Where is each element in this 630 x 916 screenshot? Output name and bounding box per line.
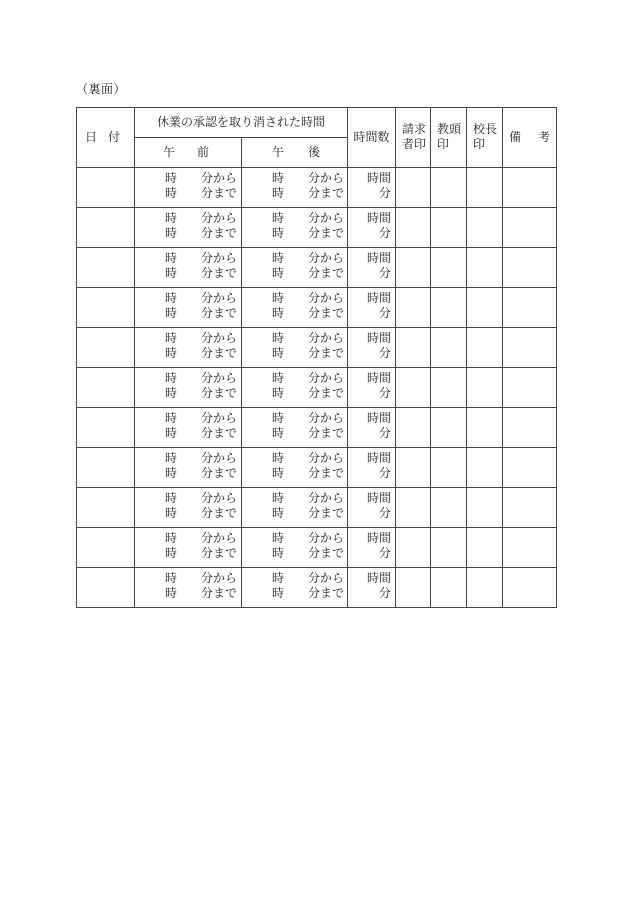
hour-unit: 時 [272,371,285,385]
minutes-unit: 分 [379,426,392,440]
hours-unit: 時間 [367,491,392,505]
hour-unit: 時 [165,386,178,400]
until-minute-unit: 分まで [201,546,238,560]
from-minute-unit: 分から [201,531,238,545]
vice-principal-seal-cell[interactable] [431,248,467,288]
requester-seal-cell[interactable] [396,208,431,248]
hour-unit: 時 [272,266,285,280]
hour-unit: 時 [272,386,285,400]
hour-unit: 時 [165,531,178,545]
am-time-cell[interactable] [135,408,242,448]
date-header-left: 日 [85,130,98,144]
date-cell[interactable] [77,208,135,248]
hour-unit: 時 [165,506,178,520]
remarks-cell[interactable] [503,448,557,488]
vice-principal-seal-cell[interactable] [431,488,467,528]
remarks-cell[interactable] [503,168,557,208]
hours-cell[interactable] [348,528,396,568]
from-minute-unit: 分から [308,491,345,505]
hour-unit: 時 [272,451,285,465]
am-header [135,138,242,168]
hour-unit: 時 [272,506,285,520]
vice-principal-seal-header-line2: 印 [437,137,450,151]
hour-unit: 時 [272,186,285,200]
hours-unit: 時間 [367,171,392,185]
from-minute-unit: 分から [308,451,345,465]
principal-seal-cell[interactable] [467,368,503,408]
pm-header [242,138,348,168]
from-minute-unit: 分から [201,291,238,305]
table-row [77,328,557,368]
until-minute-unit: 分まで [308,346,345,360]
table-row [77,488,557,528]
table-row [77,208,557,248]
requester-seal-cell[interactable] [396,448,431,488]
hour-unit: 時 [272,426,285,440]
requester-seal-cell[interactable] [396,368,431,408]
principal-seal-cell[interactable] [467,528,503,568]
hours-unit: 時間 [367,291,392,305]
am-time-cell[interactable] [135,288,242,328]
am-time-cell[interactable] [135,368,242,408]
pm-time-cell[interactable] [242,368,348,408]
minutes-unit: 分 [379,266,392,280]
from-minute-unit: 分から [308,371,345,385]
minutes-unit: 分 [379,586,392,600]
table-row [77,528,557,568]
until-minute-unit: 分まで [201,306,238,320]
table-row [77,448,557,488]
vice-principal-seal-cell[interactable] [431,448,467,488]
hour-unit: 時 [272,531,285,545]
remarks-cell[interactable] [503,568,557,608]
until-minute-unit: 分まで [308,386,345,400]
hour-unit: 時 [165,491,178,505]
remarks-header-right: 考 [538,130,551,144]
minutes-unit: 分 [379,466,392,480]
from-minute-unit: 分から [308,251,345,265]
pm-time-cell[interactable] [242,168,348,208]
table-row [77,368,557,408]
from-minute-unit: 分から [201,451,238,465]
minutes-unit: 分 [379,546,392,560]
hours-unit: 時間 [367,371,392,385]
from-minute-unit: 分から [308,571,345,585]
until-minute-unit: 分まで [201,346,238,360]
vice-principal-seal-cell[interactable] [431,368,467,408]
pm-header-char2: 後 [308,145,321,159]
requester-seal-header [396,108,431,168]
date-cell[interactable] [77,488,135,528]
until-minute-unit: 分まで [308,426,345,440]
pm-header-char1: 午 [272,145,285,159]
requester-seal-cell[interactable] [396,168,431,208]
from-minute-unit: 分から [308,531,345,545]
remarks-cell[interactable] [503,528,557,568]
am-header-char2: 前 [197,145,210,159]
minutes-unit: 分 [379,386,392,400]
remarks-cell[interactable] [503,328,557,368]
from-minute-unit: 分から [308,171,345,185]
hour-unit: 時 [272,466,285,480]
requester-seal-cell[interactable] [396,288,431,328]
requester-seal-cell[interactable] [396,488,431,528]
table-row [77,408,557,448]
cancelled-time-header: 休業の承認を取り消された時間 [135,108,348,138]
until-minute-unit: 分まで [308,466,345,480]
requester-seal-cell[interactable] [396,248,431,288]
requester-seal-cell[interactable] [396,568,431,608]
principal-seal-cell[interactable] [467,208,503,248]
date-cell[interactable] [77,528,135,568]
from-minute-unit: 分から [201,211,238,225]
from-minute-unit: 分から [308,291,345,305]
hour-unit: 時 [165,186,178,200]
vice-principal-seal-cell[interactable] [431,208,467,248]
principal-seal-header-line2: 印 [473,137,486,151]
from-minute-unit: 分から [201,171,238,185]
minutes-unit: 分 [379,506,392,520]
hour-unit: 時 [272,211,285,225]
am-time-cell[interactable] [135,448,242,488]
hour-unit: 時 [165,266,178,280]
hour-unit: 時 [272,491,285,505]
from-minute-unit: 分から [201,491,238,505]
hour-unit: 時 [165,211,178,225]
date-header [77,108,135,168]
am-time-cell[interactable] [135,248,242,288]
vice-principal-seal-cell[interactable] [431,288,467,328]
table-row [77,288,557,328]
table-row [77,248,557,288]
hour-unit: 時 [272,346,285,360]
hour-unit: 時 [165,226,178,240]
leave-cancellation-table [76,107,557,608]
pm-time-cell[interactable] [242,248,348,288]
hour-unit: 時 [272,171,285,185]
hours-cell[interactable] [348,448,396,488]
hour-unit: 時 [165,251,178,265]
until-minute-unit: 分まで [201,266,238,280]
hours-header: 時間数 [348,108,396,168]
until-minute-unit: 分まで [308,266,345,280]
hour-unit: 時 [272,586,285,600]
hour-unit: 時 [272,306,285,320]
hours-cell[interactable] [348,168,396,208]
minutes-unit: 分 [379,226,392,240]
pm-time-cell[interactable] [242,488,348,528]
hours-unit: 時間 [367,331,392,345]
remarks-cell[interactable] [503,368,557,408]
until-minute-unit: 分まで [201,466,238,480]
hour-unit: 時 [165,411,178,425]
hour-unit: 時 [165,466,178,480]
page-side-caption: （裏面） [76,82,127,96]
date-cell[interactable] [77,288,135,328]
date-cell[interactable] [77,168,135,208]
hour-unit: 時 [272,331,285,345]
pm-time-cell[interactable] [242,568,348,608]
vice-principal-seal-cell[interactable] [431,328,467,368]
hour-unit: 時 [165,451,178,465]
hours-cell[interactable] [348,368,396,408]
from-minute-unit: 分から [308,331,345,345]
vice-principal-seal-header [431,108,467,168]
hour-unit: 時 [272,571,285,585]
remarks-cell[interactable] [503,208,557,248]
principal-seal-cell[interactable] [467,288,503,328]
principal-seal-cell[interactable] [467,168,503,208]
until-minute-unit: 分まで [308,586,345,600]
until-minute-unit: 分まで [308,546,345,560]
requester-seal-header-line1: 請求 [402,122,427,136]
hours-cell[interactable] [348,208,396,248]
hours-cell[interactable] [348,248,396,288]
hours-cell[interactable] [348,488,396,528]
pm-time-cell[interactable] [242,208,348,248]
minutes-unit: 分 [379,346,392,360]
until-minute-unit: 分まで [308,186,345,200]
pm-time-cell[interactable] [242,448,348,488]
principal-seal-cell[interactable] [467,328,503,368]
date-cell[interactable] [77,328,135,368]
hour-unit: 時 [165,346,178,360]
pm-time-cell[interactable] [242,408,348,448]
hours-cell[interactable] [348,568,396,608]
principal-seal-cell[interactable] [467,488,503,528]
hour-unit: 時 [165,571,178,585]
remarks-cell[interactable] [503,248,557,288]
hour-unit: 時 [272,251,285,265]
principal-seal-cell[interactable] [467,568,503,608]
pm-time-cell[interactable] [242,528,348,568]
from-minute-unit: 分から [201,331,238,345]
hours-unit: 時間 [367,251,392,265]
table-row [77,168,557,208]
until-minute-unit: 分まで [201,226,238,240]
principal-seal-header-line1: 校長 [473,122,498,136]
requester-seal-cell[interactable] [396,328,431,368]
hour-unit: 時 [165,171,178,185]
am-time-cell[interactable] [135,208,242,248]
hours-unit: 時間 [367,571,392,585]
requester-seal-cell[interactable] [396,408,431,448]
remarks-header-left: 備 [509,130,522,144]
until-minute-unit: 分まで [201,506,238,520]
am-time-cell[interactable] [135,568,242,608]
from-minute-unit: 分から [201,251,238,265]
hour-unit: 時 [165,371,178,385]
until-minute-unit: 分まで [201,386,238,400]
am-time-cell[interactable] [135,488,242,528]
am-time-cell[interactable] [135,168,242,208]
hours-cell[interactable] [348,328,396,368]
minutes-unit: 分 [379,306,392,320]
pm-time-cell[interactable] [242,328,348,368]
hours-unit: 時間 [367,211,392,225]
date-cell[interactable] [77,248,135,288]
vice-principal-seal-cell[interactable] [431,168,467,208]
until-minute-unit: 分まで [201,186,238,200]
principal-seal-header [467,108,503,168]
remarks-header [503,108,557,168]
hours-cell[interactable] [348,288,396,328]
from-minute-unit: 分から [308,211,345,225]
until-minute-unit: 分まで [201,426,238,440]
remarks-cell[interactable] [503,288,557,328]
hour-unit: 時 [272,546,285,560]
hour-unit: 時 [272,411,285,425]
vice-principal-seal-cell[interactable] [431,568,467,608]
hour-unit: 時 [272,226,285,240]
principal-seal-cell[interactable] [467,448,503,488]
vice-principal-seal-cell[interactable] [431,528,467,568]
from-minute-unit: 分から [201,371,238,385]
remarks-cell[interactable] [503,408,557,448]
hour-unit: 時 [272,291,285,305]
principal-seal-cell[interactable] [467,408,503,448]
hours-unit: 時間 [367,411,392,425]
vice-principal-seal-header-line1: 教頭 [437,122,462,136]
until-minute-unit: 分まで [308,226,345,240]
date-cell[interactable] [77,368,135,408]
requester-seal-cell[interactable] [396,528,431,568]
date-cell[interactable] [77,448,135,488]
date-cell[interactable] [77,568,135,608]
hours-cell[interactable] [348,408,396,448]
from-minute-unit: 分から [308,411,345,425]
table-row [77,568,557,608]
until-minute-unit: 分まで [308,506,345,520]
date-header-right: 付 [107,130,120,144]
hour-unit: 時 [165,426,178,440]
hour-unit: 時 [165,306,178,320]
hours-unit: 時間 [367,531,392,545]
requester-seal-header-line2: 者印 [402,137,427,151]
hours-unit: 時間 [367,451,392,465]
until-minute-unit: 分まで [308,306,345,320]
hour-unit: 時 [165,331,178,345]
from-minute-unit: 分から [201,571,238,585]
hour-unit: 時 [165,291,178,305]
hour-unit: 時 [165,586,178,600]
pm-time-cell[interactable] [242,288,348,328]
date-cell[interactable] [77,408,135,448]
vice-principal-seal-cell[interactable] [431,408,467,448]
hour-unit: 時 [165,546,178,560]
from-minute-unit: 分から [201,411,238,425]
remarks-cell[interactable] [503,488,557,528]
until-minute-unit: 分まで [201,586,238,600]
am-time-cell[interactable] [135,528,242,568]
minutes-unit: 分 [379,186,392,200]
principal-seal-cell[interactable] [467,248,503,288]
am-header-char1: 午 [163,145,176,159]
am-time-cell[interactable] [135,328,242,368]
